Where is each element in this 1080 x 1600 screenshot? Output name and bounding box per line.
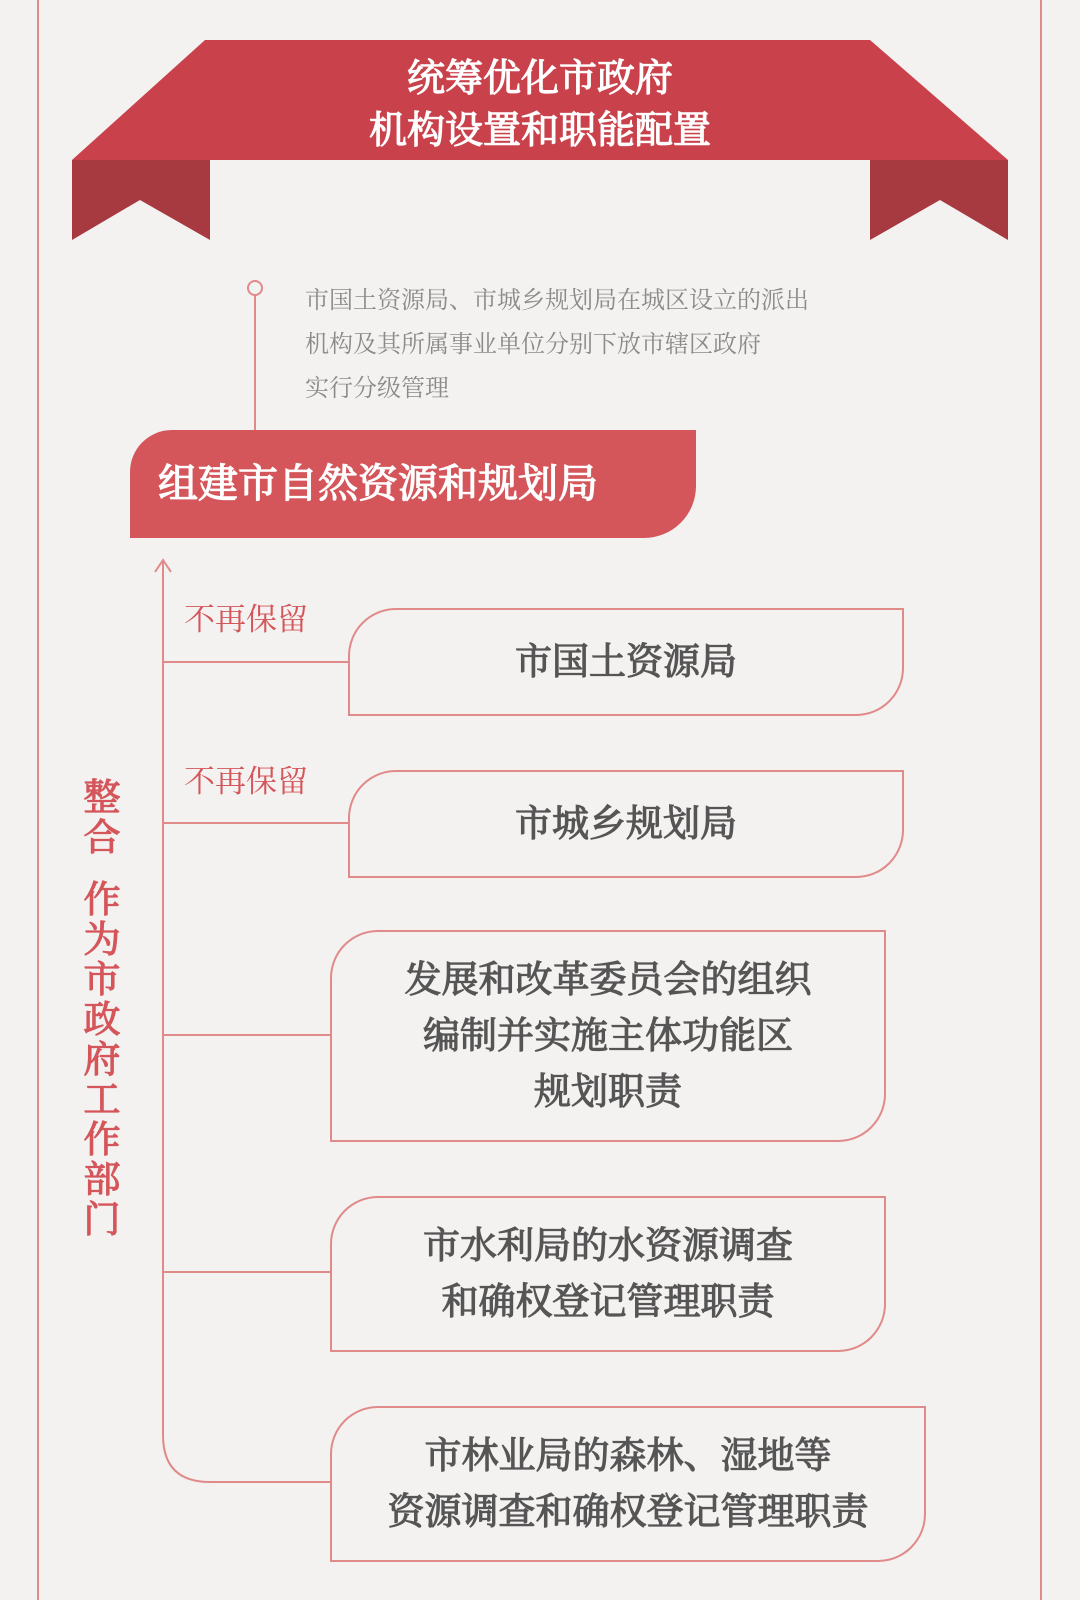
note-line-1: 市国土资源局、市城乡规划局在城区设立的派出 — [305, 286, 809, 314]
item-3-line-2: 编制并实施主体功能区 — [423, 1014, 793, 1057]
item-5-line-1: 市林业局的森林、湿地等 — [424, 1434, 832, 1477]
note-line-2: 机构及其所属事业单位分别下放市辖区政府 — [305, 330, 761, 358]
main-heading-banner — [130, 430, 696, 538]
side-label — [80, 778, 124, 1240]
note-text — [305, 278, 925, 410]
side-label-char: 作 — [83, 878, 121, 921]
main-heading: 组建市自然资源和规划局 — [158, 461, 598, 507]
item-5-line-2: 资源调查和确权登记管理职责 — [387, 1490, 869, 1533]
item-4-line-1: 市水利局的水资源调查 — [423, 1224, 793, 1267]
tag-no-longer-retained-2: 不再保留 — [184, 764, 308, 800]
side-label-char: 作 — [83, 1118, 121, 1161]
side-label-char: 工 — [83, 1078, 121, 1121]
item-4-line-2: 和确权登记管理职责 — [441, 1280, 775, 1323]
item-1-line-1: 市国土资源局 — [515, 640, 737, 683]
title-line-1: 统筹优化市政府 — [406, 56, 673, 100]
item-box-2 — [348, 770, 904, 878]
item-2-line-1: 市城乡规划局 — [515, 802, 737, 845]
item-3-line-3: 规划职责 — [534, 1070, 682, 1113]
side-label-gap — [80, 858, 124, 880]
side-label-char: 市 — [83, 958, 121, 1001]
item-box-4 — [330, 1196, 886, 1352]
title-line-2: 机构设置和职能配置 — [368, 108, 711, 152]
item-3-line-1: 发展和改革委员会的组织 — [404, 958, 812, 1001]
tag-no-longer-retained-1: 不再保留 — [184, 602, 308, 638]
side-label-char: 合 — [83, 816, 121, 859]
side-label-char: 府 — [83, 1038, 121, 1081]
side-label-char: 政 — [83, 998, 121, 1041]
side-label-char: 整 — [83, 776, 121, 819]
item-box-1 — [348, 608, 904, 716]
side-label-char: 门 — [83, 1198, 121, 1241]
side-label-char: 部 — [83, 1158, 121, 1201]
item-box-3 — [330, 930, 886, 1142]
item-box-5 — [330, 1406, 926, 1562]
note-line-3: 实行分级管理 — [305, 374, 449, 402]
side-label-char: 为 — [83, 918, 121, 961]
